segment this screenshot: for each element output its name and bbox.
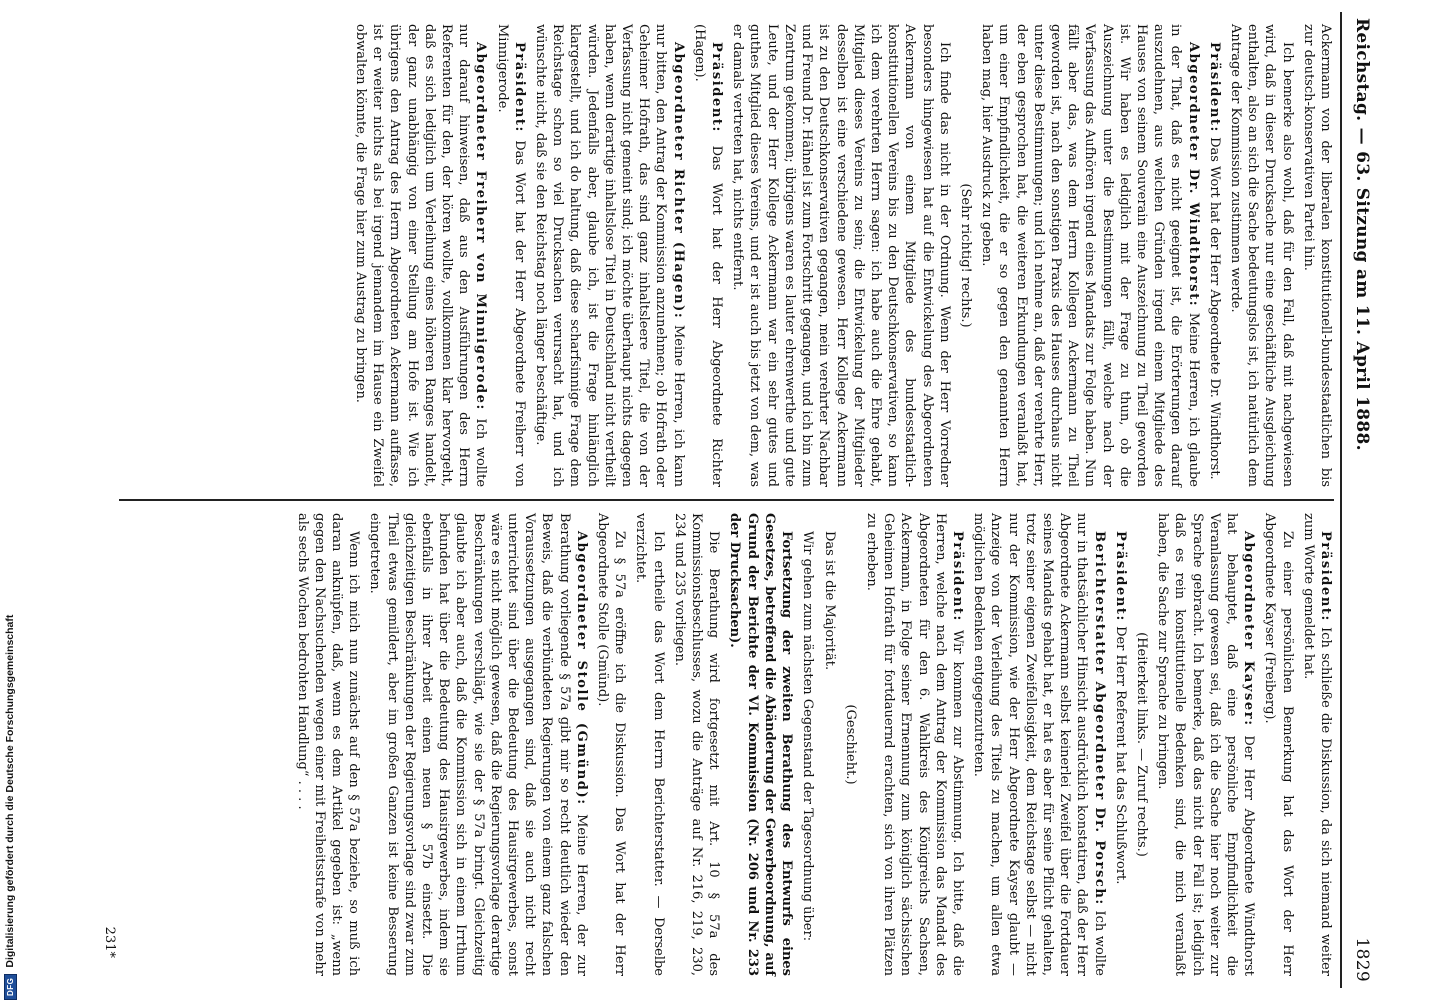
speech-text: Meine Herren, ich kann nur bitten, den Antrag der Kommission anzunehmen; ob Hofrath oder Geheimer Hofrath, das sind ganz inhaltsleere Titel, die von der Verfassung nicht gemeint sind; ich möchte überhaupt nichts dagegen haben, wenn derartige inhaltslose Titel in Deutschland nicht vertheilt würden. Jedenfalls aber, glaube ich, ist die Frage hinlänglich klargestellt, und ich do haltung, daß diese scharfsinnige Frage dem Reichstage schon so viel Drucksachen verursacht hat, und ich wünschte nicht, daß sie den Reichstag noch länger beschäftige.	[533, 24, 686, 487]
speech-text: Ich wollte nur in thatsächlicher Hinsicht ausdrücklich konstatiren, daß der Herr Abgeordnete Ackermann selbst keinerlei Zweifel über die Fortdauer seines Mandats gehabt hat, er hat es aber für seine Pflicht gehalten, trotz seiner eigenen Zweifellosigkeit, dem Reichstage selbst — nicht nur der Kommission, wie der Herr Abgeordnete Kayser glaubt — Anzeige von der Verleihung des Titels zu machen, um allen etwa möglichen Bedenken entgegenzutreten.	[971, 513, 1107, 976]
speaker-name: Abgeordneter Kayser:	[1241, 531, 1257, 727]
speech-text: Der Herr Abgeordnete Windthorst hat behauptet, daß eine persönliche Empfindlichkeit die Veranlassung gewesen sei, daß ich die Sache hier noch weiter zur Sprache gebracht. Ich bemerke, daß das nicht der Fall ist; lediglich daß es rein konstitutionelle Bedenken sind, die mich veranlaßt haben, die Sache zur Sprache zu bringen.	[1155, 513, 1257, 976]
speech-paragraph	[863, 513, 966, 976]
paragraph: Ich finde das nicht in der Ordnung. Wenn der Herr Vorredner besonders hingewiesen hat auf die Entwickelung des Abgeordneten Ackermann von einem Mitgliede des bundesstaatlich-konstitutionellen Vereins bis zu den Deutschkonservativen, so kann ich dem verehrten Herrn sagen: ich habe auch die Ehre gehabt, Mitglied dieses Vereins zu sein; die Entwickelung der Mitglieder desselben ist eine verschiedene gewesen. Herr Kollege Ackermann ist zu den Deutschkonservativen gegangen, mein verehrter Nachbar und Freund Dr. Hähnel ist zum Fortschritt gegangen, und ich bin zum Zentrum gekommen; übrigens waren es lauter ehrenwerthe und gute Leute, und der Herr Kollege Ackermann war ein sehr gutes und guthes Mitglied dieses Vereins, und er ist auch bis jetzt von dem, was er damals vertreten hat, nichts entfernt.	[730, 24, 952, 487]
speaker-name: Präsident:	[511, 42, 527, 133]
speaker-name: Abgeordneter Richter (Hagen):	[670, 42, 686, 320]
speech-text: Meine Herren, der zur Berathung vorliegende § 57a gibt mir so recht deutlich wieder den Beweis, daß die verbündeten Regierungen von einem ganz falschen Voraussetzungen ausgegangen sind, daß sie auch nicht recht unterrichtet sind über die Bedeutung des Hausirgewerbes, sonst wäre es nicht möglich gewesen, daß die Regierungsvorlage derartige Beschränkungen verschlägt, wie sie der § 57a bringt. Gleichzeitig glaubte ich aber auch, daß die Kommission sich in einem Irrthum befunden hat über die Bedeutung des Hausirgewerbes, indem sie ebenfalls in ihrer Arbeit einen neuen § 57b einsetzt. Die gleichzeitigen Beschränkungen der Regierungsvorlage sind zwar zum Theil etwas gemildert, aber im großen Ganzen ist keine Besserung eingetreten.	[367, 513, 589, 976]
paragraph: Ich ertheile das Wort dem Herrn Berichterstatter. — Derselbe verzichtet.	[633, 513, 666, 976]
speaker-name: Präsident:	[1112, 531, 1128, 622]
right-column	[119, 499, 1334, 988]
speech-text: Das Wort hat der Herr Abgeordnete Freiherr von Minnigerode.	[494, 24, 527, 487]
credit-text: Digitalisierung gefördert durch die Deutsche Forschungsgemeinschaft	[4, 614, 16, 968]
speaker-name: Präsident:	[949, 531, 965, 622]
speaker-name: Abgeordneter Dr. Windthorst:	[1185, 42, 1201, 308]
speaker-name: Präsident:	[1318, 531, 1333, 622]
dfg-logo: DFG	[4, 974, 17, 1000]
speaker-name: Abgeordneter Stolle (Gmünd):	[573, 531, 589, 806]
interjection: (Geschieht.)	[842, 704, 858, 785]
speech-text: Meine Herren, ich glaube in der That, daß es nicht geeignet ist, die Erörterungen darauf auszudehnen, aus welchen Gründen irgend einem Mitgliede des Hauses von seinem Souverain eine Auszeichnung zu Theil geworden ist. Wir haben es lediglich mit der Frage zu thun, ob die Auszeichnung unter die Bestimmungen fällt, welche nach der Verfassung das Aufhören irgend eines Mandats zur Folge haben. Nun fällt aber das, was dem Herrn Kollegen Ackermann zu Theil geworden ist, nach den sonstigen Praxis des Hauses durchaus nicht unter diese Bestimmungen; und ich nehme an, daß der verehrte Herr, der eben gesprochen hat, die weiteren Erkundungen veranlaßt hat, um einer Empfindlichkeit, die er so gegen den genannten Herrn haben mag, hier Ausdruck zu geben.	[979, 24, 1201, 487]
speech-paragraph	[1300, 513, 1334, 976]
speaker-name: Präsident:	[1206, 42, 1222, 133]
speech-paragraph	[532, 24, 687, 487]
paragraph: Zu einer persönlichen Bemerkung hat das Wort der Herr Abgeordnete Kayser (Freiberg).	[1262, 513, 1295, 976]
agenda-item: Fortsetzung der zweiten Berathung des Entwurfs eines Gesetzes, betreffend die Abänderung der Gewerbeordnung, auf Grund der Berichte der VI. Kommission (Nr. 206 und Nr. 233 der Drucksachen).	[727, 513, 795, 976]
speech-paragraph	[970, 513, 1108, 976]
speech-text: Ich wollte nur darauf hinweisen, daß aus den Ausführungen des Herrn Referenten für den, der hören wollte, vollkommen klar hervorgeht, daß es sich lediglich um Verleihung eines höheren Ranges handelt, der ganz unabhängig von einer Stellung am Hofe ist. Wie ich übrigens den Antrag des Herrn Abgeordneten Ackermann auffasse, ist er weiter nichts als bei irgend jemandem im Hause ein Zweifel obwalten könnte, die Frage hier zum Austrag zu bringen.	[353, 24, 489, 488]
document-page	[90, 0, 1380, 1000]
speech-text: Das Wort hat der Herr Abgeordnete Richter (Hagen).	[691, 24, 725, 487]
paragraph: Das ist die Majorität.	[821, 531, 837, 671]
running-head	[1340, 12, 1372, 988]
paragraph: Die Berathung wird fortgesetzt mit Art. 10 § 57a des Kommissionsbeschlusses, wozu die Anträge auf Nr. 216, 219, 230, 234 und 235 vorliegen.	[671, 513, 722, 976]
paragraph: Wenn ich mich nun zunächst auf den § 57a beziehe, so muß ich daran anknüpfen, daß, wenn es dem Artikel gegeben ist: „wenn gegen den Nachsuchenden wegen einer mit Freiheitsstrafe von mehr als sechs Wochen bedrohten Handlung“ . . . .	[294, 513, 362, 976]
speech-text: Der Herr Referent hat das Schlußwort.	[1112, 626, 1128, 885]
paragraph: Ich bemerke also wohl, daß für den Fall, daß mit nachgewiesen wird, daß in dieser Drucksache nur eine geschäftliche Ausgleichung enthalten, also an sich die Sache bedeutungslos ist, ich natürlich dem Antrage der Kommission zustimmen werde.	[1227, 24, 1295, 487]
paragraph: Ackermann von der liberalen konstitutionell-bundesstaatlichen bis zur deutsch-konservativen Partei hin.	[1300, 24, 1333, 487]
speech-paragraph	[493, 24, 527, 487]
speech-paragraph	[366, 513, 590, 976]
speech-paragraph	[1206, 24, 1223, 487]
speech-text: Das Wort hat der Herr Abgeordnete Dr. Windthorst.	[1206, 137, 1222, 480]
speaker-name: Berichterstatter Abgeordneter Dr. Porsch:	[1091, 531, 1107, 906]
sheet-signature: 231*	[102, 926, 117, 958]
speaker-name: Präsident:	[709, 42, 725, 133]
running-head-title: Reichstag. — 63. Sitzung am 11. April 1888.	[1352, 18, 1372, 451]
paragraph: Zu § 57a eröffne ich die Diskussion. Das Wort hat der Herr Abgeordnete Stolle (Gmünd).	[595, 513, 628, 976]
speech-paragraph	[352, 24, 490, 487]
interjection: (Heiterkeit links. — Zuruf rechts.)	[1133, 632, 1149, 857]
left-column	[119, 12, 1334, 499]
speech-text: Wir kommen zur Abstimmung. Ich bitte, daß die Herren, welche nach dem Antrag der Kommission das Mandat des Abgeordneten für den 6. Wahlkreis des Königreichs Sachsen, Ackermann, in Folge seiner Ernennung zum königlich sächsischen Geheimen Hofrath für fortdauernd erachten, sich von ihren Plätzen zu erheben.	[863, 513, 965, 976]
page-number: 1829	[1352, 937, 1372, 982]
speech-paragraph	[1154, 513, 1257, 976]
paragraph: Wir gehen zum nächsten Gegenstand der Tagesordnung über:	[800, 531, 816, 942]
text-columns	[119, 12, 1334, 988]
speech-text: Ich schließe die Diskussion, da sich niemand weiter zum Worte gemeldet hat.	[1300, 513, 1333, 977]
speaker-name: Abgeordneter Freiherr von Minnigerode:	[473, 42, 489, 411]
speech-paragraph	[978, 24, 1202, 487]
interjection: (Sehr richtig! rechts.)	[957, 183, 973, 328]
speech-paragraph	[1112, 513, 1129, 976]
speech-paragraph	[691, 24, 725, 487]
digitization-credit	[3, 600, 17, 1000]
